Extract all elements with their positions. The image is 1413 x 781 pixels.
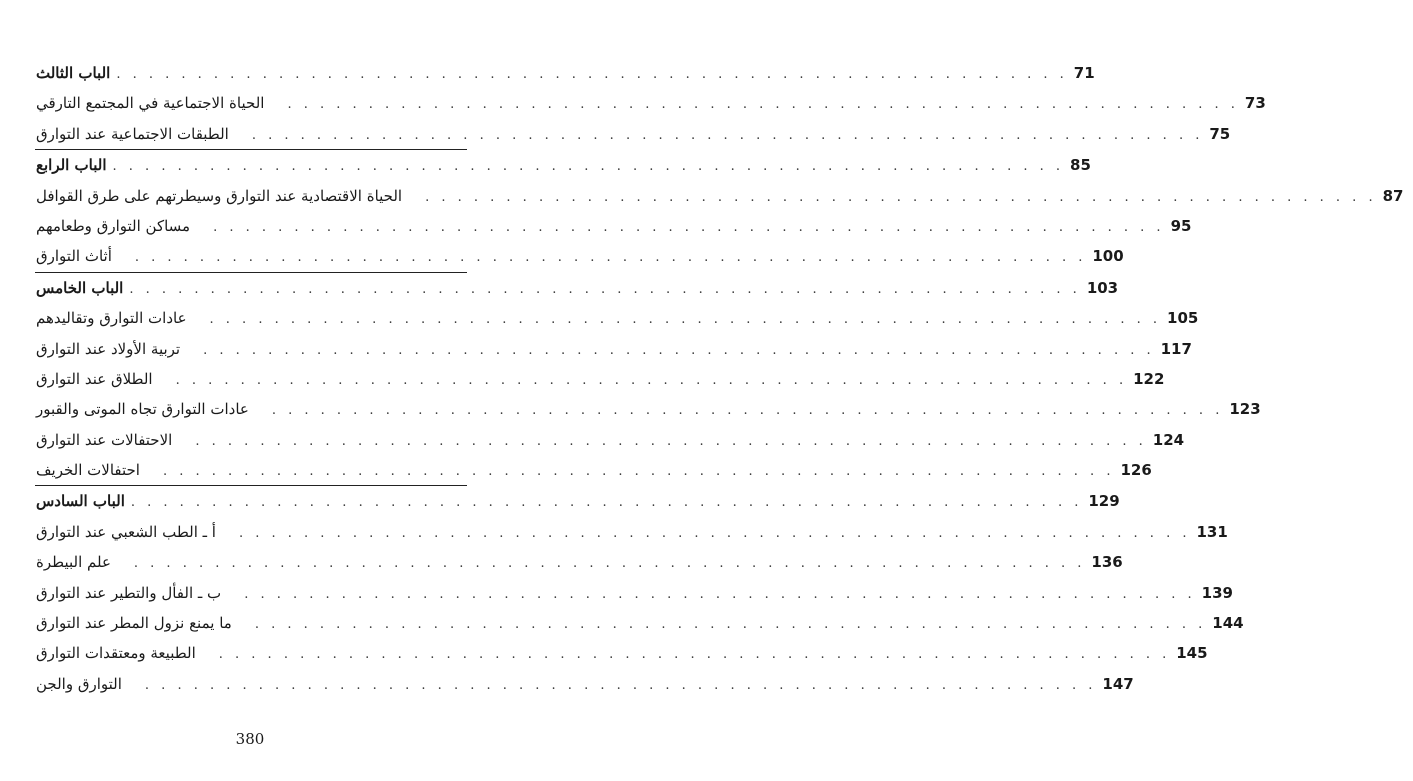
toc-entry-title: عادات التوارق تجاه الموتى والقبور bbox=[36, 400, 249, 419]
toc-entry-page: 117 bbox=[1160, 339, 1192, 358]
toc-entry-page: 147 bbox=[1102, 674, 1134, 693]
toc-entry[interactable] bbox=[36, 334, 1192, 364]
toc-entry-page: 73 bbox=[1244, 94, 1266, 113]
toc-entry[interactable] bbox=[36, 578, 1233, 608]
toc-entry[interactable] bbox=[36, 669, 1134, 699]
toc-entry-page: 85 bbox=[1070, 156, 1091, 175]
toc-chapter-entry[interactable] bbox=[36, 273, 1119, 303]
toc-entry-title: الباب الثالث bbox=[36, 64, 111, 82]
dot-leader: . . . . . . . . . . . . . . . . . . . . . . . . . . . . . . . . . . . . . . . . . . . . . . . . . . . . . . . . . . . bbox=[129, 281, 1081, 297]
toc-entry-page: 126 bbox=[1120, 461, 1152, 480]
dot-leader: . . . . . . . . . . . . . . . . . . . . . . . . . . . . . . . . . . . . . . . . . . . . . . . . . . . . . . . . . . . bbox=[287, 97, 1239, 113]
table-of-contents bbox=[36, 58, 1404, 699]
toc-entry[interactable] bbox=[36, 547, 1123, 577]
toc-entry-title: عادات التوارق وتقاليدهم bbox=[36, 309, 187, 328]
toc-entry-title: تربية الأولاد عند التوارق bbox=[36, 339, 181, 358]
toc-entry-title: ما يمنع نزول المطر عند التوارق bbox=[36, 614, 232, 633]
toc-entry-page: 87 bbox=[1382, 186, 1404, 205]
dot-leader: . . . . . . . . . . . . . . . . . . . . . . . . . . . . . . . . . . . . . . . . . . . . . . . . . . . . . . . . . . . bbox=[130, 495, 1083, 511]
toc-entry-title: الحياة الاقتصادية عند التوارق وسيطرتهم على طرق القوافل bbox=[36, 186, 403, 205]
toc-entry-page: 145 bbox=[1176, 644, 1208, 663]
toc-entry[interactable] bbox=[36, 211, 1192, 241]
toc-entry-title: احتفالات الخريف bbox=[36, 461, 140, 480]
toc-entry-page: 105 bbox=[1167, 309, 1199, 328]
page-number-footer: 380 bbox=[235, 730, 265, 748]
toc-entry[interactable] bbox=[36, 638, 1208, 668]
toc-entry[interactable] bbox=[36, 364, 1165, 394]
dot-leader: . . . . . . . . . . . . . . . . . . . . . . . . . . . . . . . . . . . . . . . . . . . . . . . . . . . . . . . . . . . bbox=[162, 464, 1115, 480]
toc-entry-page: 144 bbox=[1212, 614, 1244, 633]
dot-leader: . . . . . . . . . . . . . . . . . . . . . . . . . . . . . . . . . . . . . . . . . . . . . . . . . . . . . . . . . . . bbox=[213, 219, 1165, 235]
toc-entry-page: 123 bbox=[1229, 400, 1261, 419]
toc-entry-title: الاحتفالات عند التوارق bbox=[36, 430, 173, 449]
toc-chapter-entry[interactable] bbox=[36, 58, 1095, 88]
toc-entry-title: الطلاق عند التوارق bbox=[36, 369, 153, 388]
toc-chapter-entry[interactable] bbox=[36, 486, 1120, 516]
dot-leader: . . . . . . . . . . . . . . . . . . . . . . . . . . . . . . . . . . . . . . . . . . . . . . . . . . . . . . . . . . . bbox=[238, 525, 1191, 541]
toc-entry-title: التوارق والجن bbox=[36, 674, 122, 693]
toc-entry[interactable] bbox=[36, 241, 1124, 271]
toc-entry-title: الطبيعة ومعتقدات التوارق bbox=[36, 644, 196, 663]
toc-entry[interactable] bbox=[36, 181, 1404, 211]
toc-entry-title: علم البيطرة bbox=[36, 553, 111, 572]
dot-leader: . . . . . . . . . . . . . . . . . . . . . . . . . . . . . . . . . . . . . . . . . . . . . . . . . . . . . . . . . . . bbox=[203, 342, 1155, 358]
toc-entry-page: 136 bbox=[1091, 553, 1123, 572]
toc-chapter-entry[interactable] bbox=[36, 150, 1091, 180]
toc-entry-title: مساكن التوارق وطعامهم bbox=[36, 216, 191, 235]
dot-leader: . . . . . . . . . . . . . . . . . . . . . . . . . . . . . . . . . . . . . . . . . . . . . . . . . . . . . . . . . . . bbox=[195, 433, 1147, 449]
toc-entry-page: 103 bbox=[1086, 278, 1119, 297]
toc-entry[interactable] bbox=[36, 119, 1231, 149]
toc-entry[interactable] bbox=[36, 88, 1266, 118]
dot-leader: . . . . . . . . . . . . . . . . . . . . . . . . . . . . . . . . . . . . . . . . . . . . . . . . . . . . . . . . . . . bbox=[254, 617, 1207, 633]
toc-entry-title: أ ـ الطب الشعبي عند التوارق bbox=[36, 522, 216, 541]
toc-entry-page: 139 bbox=[1201, 583, 1233, 602]
dot-leader: . . . . . . . . . . . . . . . . . . . . . . . . . . . . . . . . . . . . . . . . . . . . . . . . . . . . . . . . . . . bbox=[251, 127, 1204, 143]
toc-entry[interactable] bbox=[36, 394, 1261, 424]
dot-leader: . . . . . . . . . . . . . . . . . . . . . . . . . . . . . . . . . . . . . . . . . . . . . . . . . . . . . . . . . . . bbox=[134, 250, 1087, 266]
toc-entry-page: 75 bbox=[1209, 124, 1231, 143]
toc-entry[interactable] bbox=[36, 608, 1244, 638]
toc-entry-title: الباب السادس bbox=[36, 492, 125, 511]
dot-leader: . . . . . . . . . . . . . . . . . . . . . . . . . . . . . . . . . . . . . . . . . . . . . . . . . . . . . . . . . . . bbox=[144, 677, 1097, 693]
toc-entry-title: الباب الرابع bbox=[36, 156, 107, 175]
toc-entry[interactable] bbox=[36, 425, 1185, 455]
dot-leader: . . . . . . . . . . . . . . . . . . . . . . . . . . . . . . . . . . . . . . . . . . . . . . . . . . . . . . . . . . . bbox=[218, 647, 1171, 663]
toc-entry[interactable] bbox=[36, 303, 1199, 333]
toc-entry-page: 71 bbox=[1073, 64, 1095, 82]
dot-leader: . . . . . . . . . . . . . . . . . . . . . . . . . . . . . . . . . . . . . . . . . . . . . . . . . . . . . . . . . . . bbox=[209, 312, 1162, 328]
toc-entry-page: 131 bbox=[1196, 522, 1228, 541]
toc-entry-page: 100 bbox=[1092, 247, 1124, 266]
toc-entry-title: الحياة الاجتماعية في المجتمع التارقي bbox=[36, 94, 265, 113]
toc-entry[interactable] bbox=[36, 517, 1228, 547]
toc-entry-page: 124 bbox=[1152, 430, 1185, 449]
dot-leader: . . . . . . . . . . . . . . . . . . . . . . . . . . . . . . . . . . . . . . . . . . . . . . . . . . . . . . . . . . . bbox=[425, 189, 1377, 205]
toc-entry[interactable] bbox=[36, 455, 1152, 485]
toc-entry-title: أثاث التوارق bbox=[36, 247, 112, 266]
toc-entry-page: 122 bbox=[1133, 369, 1165, 388]
toc-entry-title: الباب الخامس bbox=[36, 278, 124, 297]
toc-entry-page: 95 bbox=[1170, 216, 1192, 235]
dot-leader: . . . . . . . . . . . . . . . . . . . . . . . . . . . . . . . . . . . . . . . . . . . . . . . . . . . . . . . . . . . bbox=[112, 159, 1065, 175]
toc-entry-page: 129 bbox=[1088, 492, 1120, 511]
dot-leader: . . . . . . . . . . . . . . . . . . . . . . . . . . . . . . . . . . . . . . . . . . . . . . . . . . . . . . . . . . . bbox=[271, 403, 1224, 419]
toc-entry-title: ب ـ الفأل والتطير عند التوارق bbox=[36, 583, 222, 602]
dot-leader: . . . . . . . . . . . . . . . . . . . . . . . . . . . . . . . . . . . . . . . . . . . . . . . . . . . . . . . . . . . bbox=[133, 556, 1086, 572]
dot-leader: . . . . . . . . . . . . . . . . . . . . . . . . . . . . . . . . . . . . . . . . . . . . . . . . . . . . . . . . . . . bbox=[116, 67, 1068, 82]
toc-entry-title: الطبقات الاجتماعية عند التوارق bbox=[36, 124, 229, 143]
dot-leader: . . . . . . . . . . . . . . . . . . . . . . . . . . . . . . . . . . . . . . . . . . . . . . . . . . . . . . . . . . . bbox=[244, 586, 1196, 602]
dot-leader: . . . . . . . . . . . . . . . . . . . . . . . . . . . . . . . . . . . . . . . . . . . . . . . . . . . . . . . . . . . bbox=[175, 372, 1128, 388]
